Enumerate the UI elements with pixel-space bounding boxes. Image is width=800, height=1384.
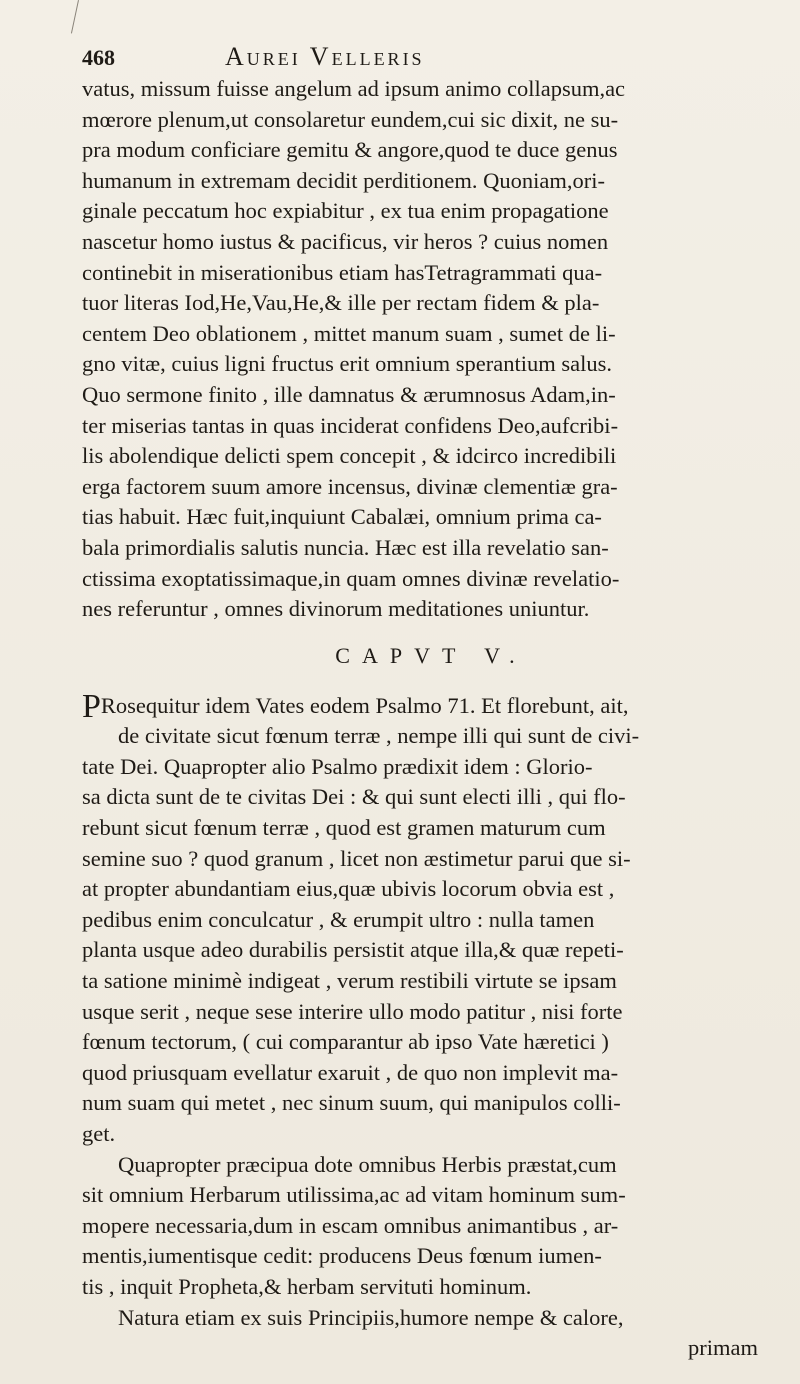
text-line: tis , inquit Propheta,& herbam servituti hominum. — [82, 1273, 532, 1299]
text-line: sa dicta sunt de te civitas Dei : & qui sunt electi illi , qui flo- — [82, 784, 626, 810]
text-line: vatus, missum fuisse angelum ad ipsum animo collapsum,ac — [82, 76, 626, 101]
paragraph-1 — [82, 74, 780, 625]
text-line: rebunt sicut fœnum terræ , quod est gramen maturum cum — [82, 815, 606, 841]
text-line: pedibus enim conculcatur , & erumpit ultro : nulla tamen — [82, 906, 595, 932]
text-line: at propter abundantiam eius,quæ ubivis locorum obvia est , — [82, 876, 615, 902]
text-line: Quo sermone finito , ille damnatus & ærumnosus Adam,in- — [82, 381, 616, 407]
text-line: sit omnium Herbarum utilissima,ac ad vitam hominum sum- — [82, 1182, 626, 1208]
initial-letter: P — [82, 690, 101, 722]
text-line: gno vitæ, cuius ligni fructus erit omnium sperantium salus. — [82, 351, 612, 377]
text-line: ter miserias tantas in quas inciderat confidens Deo,aufcribi- — [82, 412, 619, 438]
text-line: Quapropter præcipua dote omnibus Herbis præstat,cum — [118, 1151, 617, 1177]
text-line: nes referuntur , omnes divinorum meditationes uniuntur. — [82, 596, 590, 622]
text-line: mentis,iumentisque cedit: producens Deus fœnum iumen- — [82, 1243, 602, 1269]
text-line-first — [82, 691, 780, 722]
text-line: num suam qui metet , nec sinum suum, qui manipulos colli- — [82, 1090, 621, 1116]
text-line: bala primordialis salutis nuncia. Hæc est illa revelatio san- — [82, 534, 609, 560]
first-line-rest: Rosequitur idem Vates eodem Psalmo 71. Et florebunt, ait, — [100, 692, 629, 718]
page-edge-line — [71, 0, 79, 33]
text-line: erga factorem suum amore incensus, divinæ clementiæ gra- — [82, 473, 618, 499]
text-line: ta satione minimè indigeat , verum restibili virtute se ipsam — [82, 968, 617, 994]
text-line: de civitate sicut fœnum terræ , nempe illi qui sunt de civi- — [118, 723, 640, 749]
text-line: humanum in extremam decidit perditionem. Quoniam,ori- — [82, 167, 605, 193]
text-line: nascetur homo iustus & pacificus, vir heros ? cuius nomen — [82, 228, 609, 254]
text-line: usque serit , neque sese interire ullo modo patitur , nisi forte — [82, 998, 623, 1024]
page-header — [82, 42, 780, 72]
text-line: get. — [82, 1121, 116, 1146]
text-line: ginale peccatum hoc expiabitur , ex tua enim propagatione — [82, 198, 609, 224]
text-line: planta usque adeo durabilis persistit atque illa,& quæ repeti- — [82, 937, 624, 963]
text-line: Natura etiam ex suis Principiis,humore nempe & calore, — [118, 1304, 624, 1330]
text-line: tuor literas Iod,He,Vau,He,& ille per rectam fidem & pla- — [82, 290, 600, 316]
text-line: pra modum conficiare gemitu & angore,quod te duce genus — [82, 137, 618, 163]
text-line: quod priusquam evellatur exaruit , de quo non implevit ma- — [82, 1059, 619, 1085]
text-line: tate Dei. Quapropter alio Psalmo prædixit idem : Glorio- — [82, 753, 593, 779]
text-line: mœrore plenum,ut consolaretur eundem,cui sic dixit, ne su- — [82, 106, 619, 132]
text-line: ctissima exoptatissimaque,in quam omnes divinæ revelatio- — [82, 565, 620, 591]
text-line: centem Deo oblationem , mittet manum suam , sumet de li- — [82, 320, 616, 346]
catchword: primam — [688, 1335, 758, 1361]
text-line: continebit in miserationibus etiam hasTetragrammati qua- — [82, 259, 603, 285]
running-title: Aurei Velleris — [225, 42, 425, 71]
paragraph-2 — [82, 691, 780, 1150]
chapter-heading: CAPVT V. — [335, 642, 527, 668]
text-line: mopere necessaria,dum in escam omnibus animantibus , ar- — [82, 1212, 619, 1238]
paragraph-3 — [82, 1150, 780, 1364]
text-line: semine suo ? quod granum , licet non æstimetur parui que si- — [82, 845, 631, 871]
text-line: tias habuit. Hæc fuit,inquiunt Cabalæi, omnium prima ca- — [82, 504, 602, 530]
text-line: fœnum tectorum, ( cui comparantur ab ipso Vate hæretici ) — [82, 1029, 609, 1055]
page-number: 468 — [82, 45, 115, 70]
text-line: lis abolendique delicti spem concepit , & idcirco incredibili — [82, 443, 617, 469]
